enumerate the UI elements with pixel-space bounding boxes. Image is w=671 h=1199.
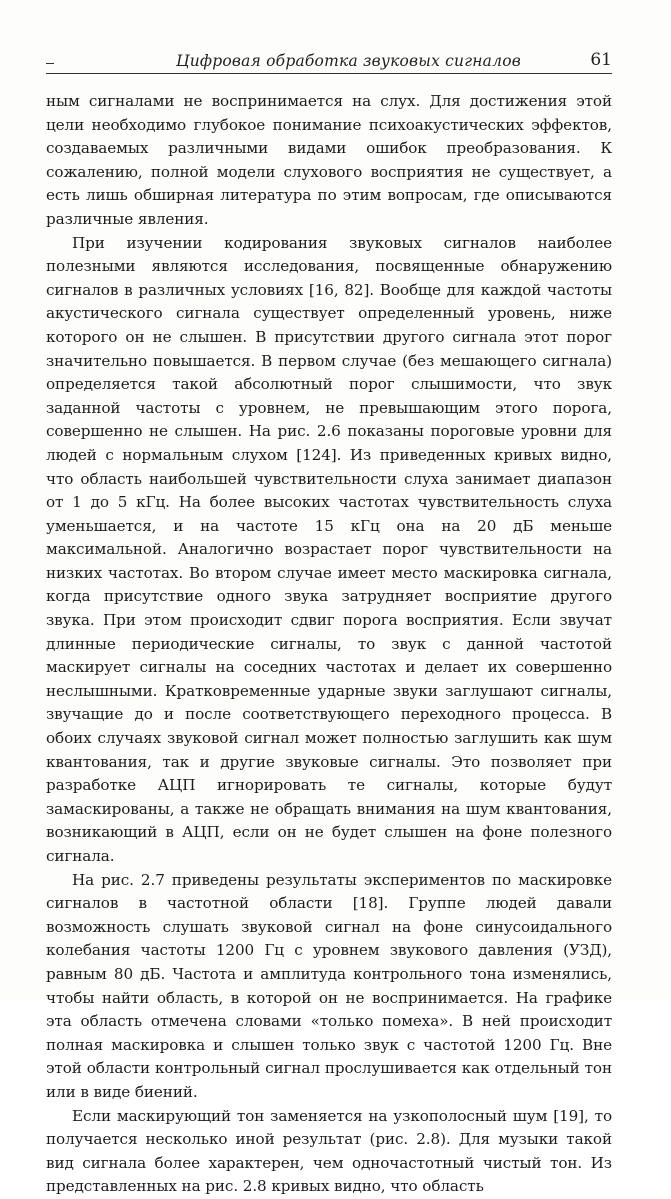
body-text [46,90,612,1199]
paragraph: Если маскирующий тон заменяется на узкополосный шум [19], то получается несколько иной результат (рис. 2.8). Для музыки такой вид сигнала более характерен, чем одночастотный чистый тон. Из представленных на рис. 2.8 кривых видно, что область [46,1106,612,1196]
paragraph: При изучении кодирования звуковых сигналов наиболее полезными являются исследования, посвященные обнаружению сигналов в различных условиях [16, 82]. Вообще для каждой частоты акустического сигнала существует определенный уровень, ниже которого он не слышен. В присутствии другого сигнала этот порог значительно повышается. В первом случае (без мешающего сигнала) определяется такой абсолютный порог слышимости, что звук заданной частоты с уровнем, не превышающим этого порога, совершенно не слышен. На рис. 2.6 показаны пороговые уровни для людей с нормальным слухом [124]. Из приведенных кривых видно, что область наибольшей чувствительности слуха занимает диапазон от 1 до 5 кГц. На более высоких частотах чувствительность слуха уменьшается, и на частоте 15 кГц она на 20 дБ меньше максимальной. Аналогично возрастает порог чувствительности на низких частотах. Во втором случае имеет место маскировка сигнала, когда присутствие одного звука затрудняет восприятие другого звука. При этом происходит сдвиг порога восприятия. Если звучат длинные периодические сигналы, то звук с данной частотой маскирует сигналы на соседних частотах и делает их совершенно неслышными. Кратковременные ударные звуки заглушают сигналы, звучащие до и после соответствующего переходного процесса. В обоих случаях звуковой сигнал может полностью заглушить как шум квантования, так и другие звуковые сигналы. Это позволяет при разработке АЦП игнорировать те сигналы, которые будут замаскированы, а также не обращать внимания на шум квантования, возникающий в АЦП, если он не будет слышен на фоне полезного сигнала. [46,233,612,865]
paragraph-continuation: ным сигналами не воспринимается на слух. Для достижения этой цели необходимо глубокое понимание психоакустических эффектов, создаваемых различными видами ошибок преобразования. К сожалению, полной модели слухового восприятия не существует, а есть лишь обширная литература по этим вопросам, где описываются различные явления. [46,92,612,228]
page-number: 61 [590,50,612,70]
paragraph: На рис. 2.7 приведены результаты экспериментов по маскировке сигналов в частотной области [18]. Группе людей давали возможность слушать звуковой сигнал на фоне синусоидального колебания частоты 1200 Гц с уровнем звукового давления (УЗД), равным 80 дБ. Частота и амплитуда контрольного тона изменялись, чтобы найти область, в которой он не воспринимается. На графике эта область отмечена словами «только помеха». В ней происходит полная маскировка и слышен только звук с частотой 1200 Гц. Вне этой области контрольный сигнал прослушивается как отдельный тон или в виде биений. [46,870,612,1101]
header-rule [46,73,612,74]
running-title: Цифровая обработка звуковых сигналов [176,52,521,70]
header-mark [46,63,54,64]
running-header [46,50,612,76]
